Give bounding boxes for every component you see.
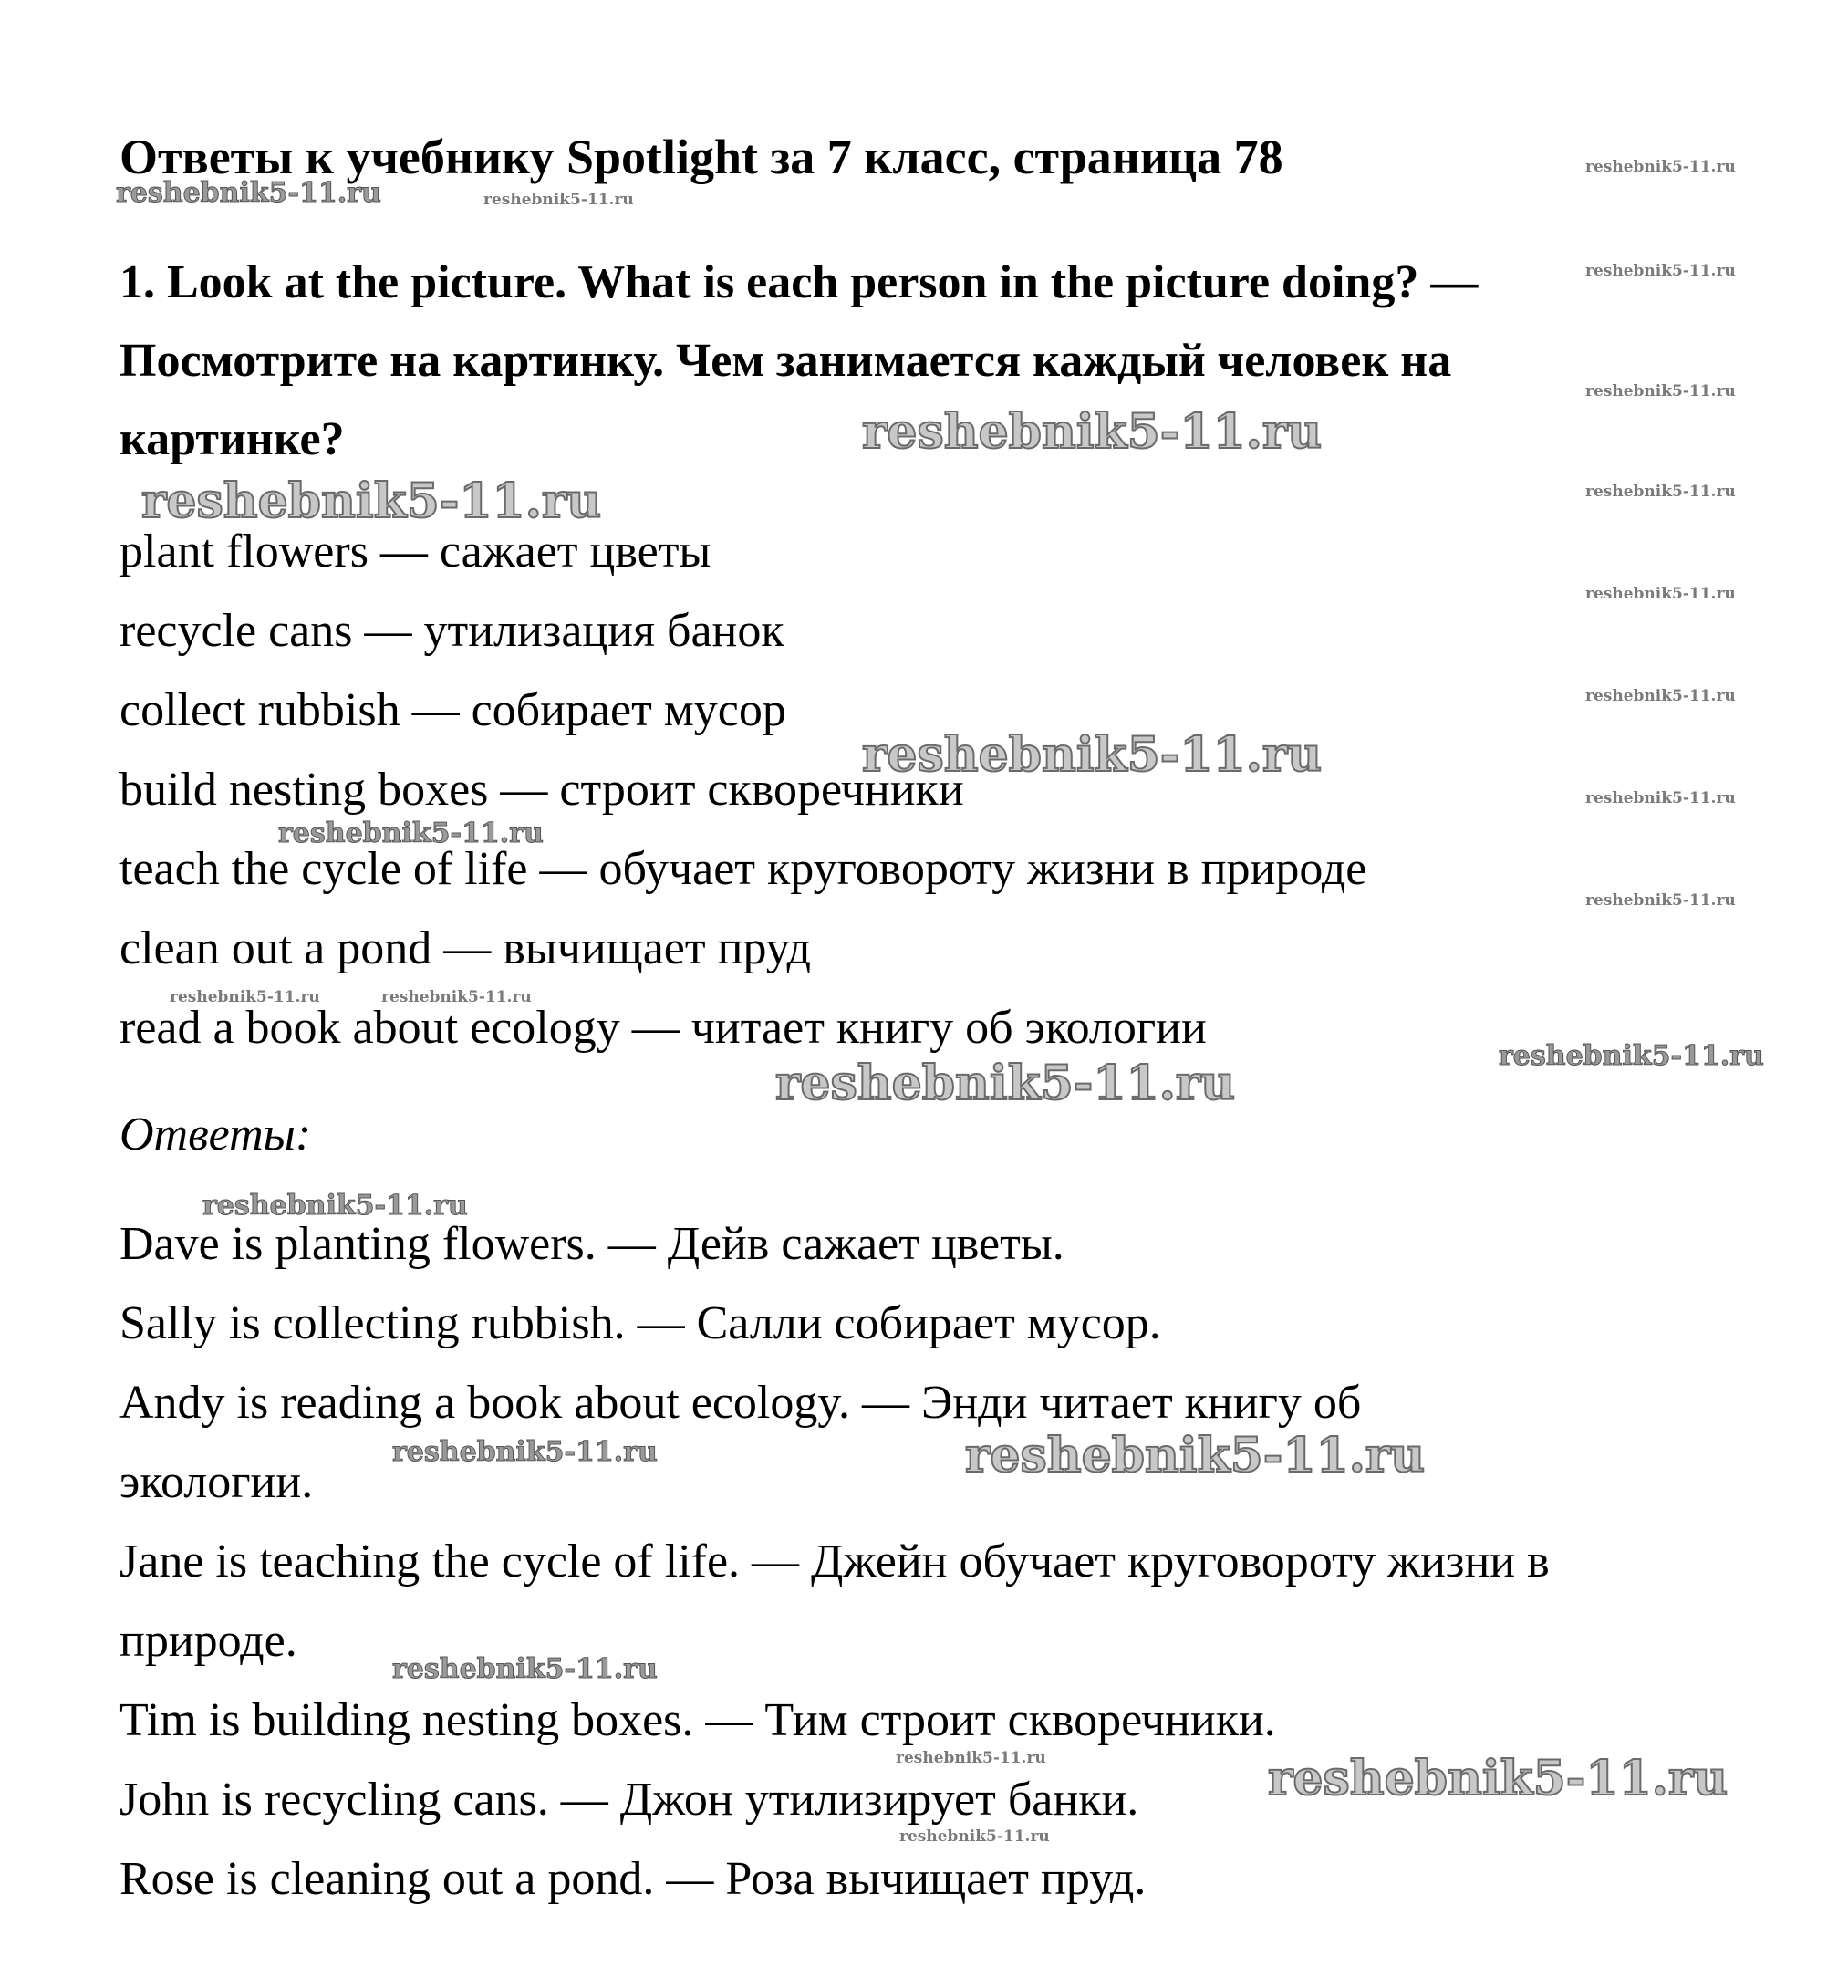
phrase-item: build nesting boxes — строит скворечники bbox=[119, 764, 964, 816]
answer-line: John is recycling cans. — Джон утилизирует банки. bbox=[119, 1774, 1139, 1826]
phrase-item: teach the cycle of life — обучает круговороту жизни в природе bbox=[119, 843, 1367, 895]
task-heading-line-2: Посмотрите на картинку. Чем занимается каждый человек на bbox=[119, 335, 1452, 387]
watermark: reshebnik5-11.ru bbox=[1585, 789, 1736, 807]
watermark: reshebnik5-11.ru bbox=[141, 474, 602, 529]
watermark: reshebnik5-11.ru bbox=[392, 1653, 658, 1685]
task-heading-line-1: 1. Look at the picture. What is each person in the picture doing? — bbox=[119, 256, 1479, 308]
page-title: Ответы к учебнику Spotlight за 7 класс, страница 78 bbox=[119, 130, 1283, 184]
watermark: reshebnik5-11.ru bbox=[483, 191, 634, 209]
watermark: reshebnik5-11.ru bbox=[1268, 1751, 1729, 1806]
answer-line: Rose is cleaning out a pond. — Роза вычищает пруд. bbox=[119, 1853, 1147, 1905]
answer-line: Dave is planting flowers. — Дейв сажает цветы. bbox=[119, 1218, 1064, 1270]
watermark: reshebnik5-11.ru bbox=[965, 1428, 1426, 1483]
task-heading-line-3: картинке? bbox=[119, 413, 345, 465]
watermark: reshebnik5-11.ru bbox=[899, 1827, 1050, 1846]
answer-line: Tim is building nesting boxes. — Тим строит скворечники. bbox=[119, 1694, 1276, 1746]
watermark: reshebnik5-11.ru bbox=[170, 988, 320, 1006]
watermark: reshebnik5-11.ru bbox=[116, 177, 381, 209]
watermark: reshebnik5-11.ru bbox=[1585, 483, 1736, 501]
watermark: reshebnik5-11.ru bbox=[392, 1436, 658, 1468]
watermark: reshebnik5-11.ru bbox=[381, 988, 532, 1006]
answers-label: Ответы: bbox=[119, 1108, 312, 1161]
watermark: reshebnik5-11.ru bbox=[1585, 891, 1736, 910]
watermark: reshebnik5-11.ru bbox=[1585, 158, 1736, 176]
watermark: reshebnik5-11.ru bbox=[896, 1749, 1046, 1767]
phrase-item: recycle cans — утилизация банок bbox=[119, 605, 784, 657]
answer-line: экологии. bbox=[119, 1456, 314, 1508]
phrase-item: collect rubbish — собирает мусор bbox=[119, 684, 786, 736]
watermark: reshebnik5-11.ru bbox=[1499, 1040, 1764, 1072]
watermark: reshebnik5-11.ru bbox=[862, 404, 1323, 460]
watermark: reshebnik5-11.ru bbox=[775, 1056, 1236, 1111]
answer-line: природе. bbox=[119, 1615, 297, 1667]
answer-line: Jane is teaching the cycle of life. — Джейн обучает круговороту жизни в bbox=[119, 1535, 1550, 1587]
watermark: reshebnik5-11.ru bbox=[202, 1190, 468, 1222]
watermark: reshebnik5-11.ru bbox=[1585, 382, 1736, 401]
watermark: reshebnik5-11.ru bbox=[278, 817, 544, 849]
phrase-item: plant flowers — сажает цветы bbox=[119, 526, 711, 578]
watermark: reshebnik5-11.ru bbox=[1585, 687, 1736, 705]
phrase-item: read a book about ecology — читает книгу об экологии bbox=[119, 1002, 1207, 1054]
phrase-item: clean out a pond — вычищает пруд bbox=[119, 922, 811, 974]
answer-line: Sally is collecting rubbish. — Салли собирает мусор. bbox=[119, 1297, 1161, 1349]
answer-line: Andy is reading a book about ecology. — Энди читает книгу об bbox=[119, 1377, 1362, 1429]
watermark: reshebnik5-11.ru bbox=[1585, 262, 1736, 280]
watermark: reshebnik5-11.ru bbox=[862, 727, 1323, 783]
watermark: reshebnik5-11.ru bbox=[1585, 585, 1736, 603]
